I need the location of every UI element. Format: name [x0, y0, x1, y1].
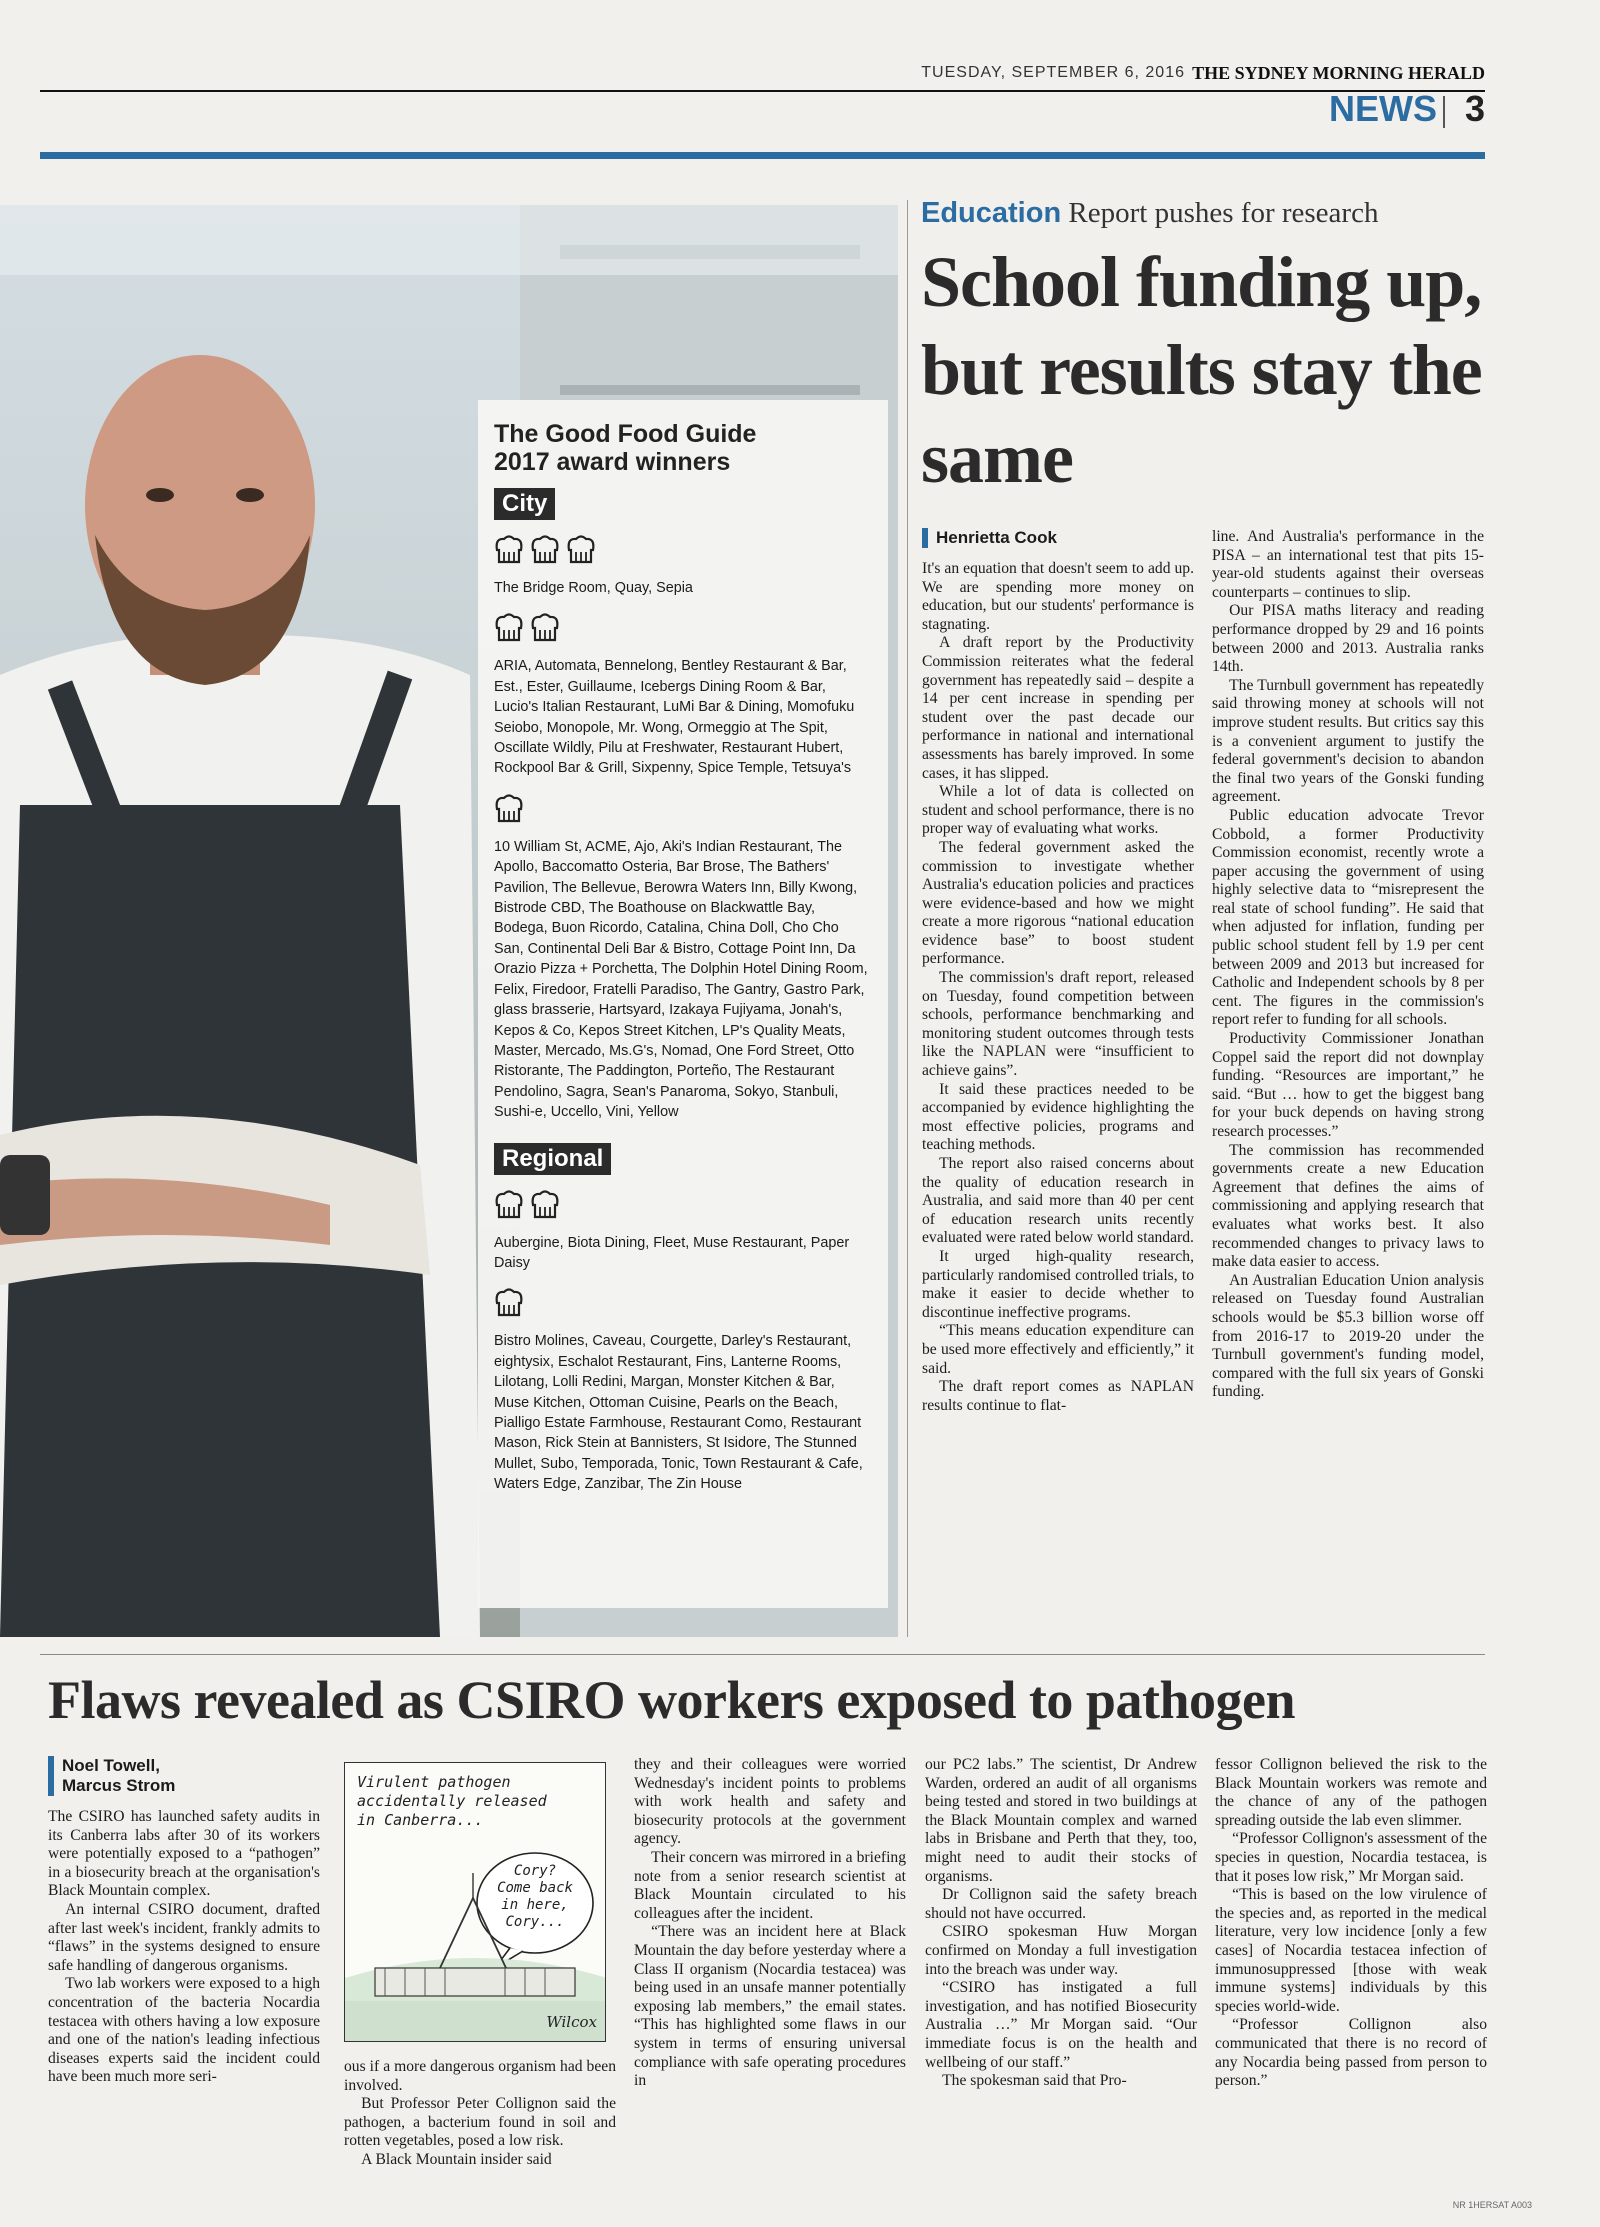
story1-paragraph: The federal government asked the commission to investigate whether Australia's education policies and practices were evidence-based and how we might create a more rigorous “national education evidence base” to boost student performance. — [922, 838, 1194, 968]
chef-hat-icon — [494, 534, 524, 566]
chef-hat-icon — [530, 534, 560, 566]
story1-paragraph: “This means education expenditure can be used more effectively and efficiently,” it said. — [922, 1322, 1194, 1377]
story2-column-4 — [925, 1756, 1197, 2091]
story1-paragraph: It's an equation that doesn't seem to add up. We are spending more money on education, but our students' performance is stagnating. — [922, 560, 1194, 633]
section-label-city: City — [494, 488, 555, 520]
story2-paragraph: Their concern was mirrored in a briefing note from a senior research scientist at Black Mountain circulated to his colleagues after the incident. — [634, 1848, 906, 1922]
story1-headline: School funding up, but results stay the same — [921, 242, 1482, 498]
cartoon-caption-line: Virulent pathogen — [357, 1773, 511, 1791]
story1-paragraph: It said these practices needed to be accompanied by evidence highlighting the most effective policies, programs and teaching methods. — [922, 1080, 1194, 1154]
cartoon-signature: Wilcox — [546, 2013, 597, 2031]
kicker-rest: Report pushes for research — [1068, 197, 1379, 229]
masthead-paper-name: THE SYDNEY MORNING HERALD — [1192, 63, 1485, 83]
story1-paragraph: Productivity Commissioner Jonathan Coppel said the report did not downplay funding. “Resources are important,” he said. “But … how to get the biggest bang for your buck depends on having strong research processes.” — [1212, 1030, 1484, 1140]
bubble-line: Cory... — [505, 1914, 565, 1930]
chef-hat-icon — [530, 1189, 560, 1221]
story2-paragraph: Two lab workers were exposed to a high concentration of the bacteria Nocardia testacea with others having a low exposure and one of the nation's leading infectious diseases experts said the incident could have been much more seri- — [48, 1975, 320, 2086]
story2-paragraph: “Professor Collignon also communicated that there is no record of any Nocardia being passed from person to person.” — [1215, 2016, 1487, 2090]
regional-one-hat-list: Bistro Molines, Caveau, Courgette, Darley's Restaurant, eightysix, Eschalot Restaurant, Fins, Lanterne Rooms, Lilotang, Lolli Redini, Margan, Monster Kitchen & Bar, Muse Kitchen, Ottoman Cuisine, Pearls on the Beach, Pialligo Estate Farmhouse, Restaurant Como, Restaurant Mason, Rick Stein at Bannisters, St Isidore, The Stunned Mullet, Subo, Temporada, Tonic, Town Restaurant & Cafe, Waters Edge, Zanzibar, The Zin House — [494, 1333, 863, 1493]
story1-paragraph: The commission's draft report, released on Tuesday, found competition between schools, performance benchmarking and monitoring student outcomes through tests like the NAPLAN were “insufficient to achieve gains”. — [922, 969, 1194, 1080]
story1-byline: Henrietta Cook — [922, 528, 1194, 548]
story2-column-3 — [634, 1756, 906, 2091]
two-hat-rating — [494, 612, 872, 648]
kicker-topic: Education — [921, 197, 1062, 229]
chef-hat-icon — [530, 612, 560, 644]
story1-paragraph: It urged high-quality research, particularly randomised controlled trials, to make it easier to decide whether to discontinue ineffective programs. — [922, 1247, 1194, 1321]
masthead-accent-bar — [40, 152, 1485, 159]
city-two-hat-list: ARIA, Automata, Bennelong, Bentley Restaurant & Bar, Est., Ester, Guillaume, Icebergs Dining Room & Bar, Lucio's Italian Restaurant, LuMi Bar & Dining, Momofuku Seiobo, Monopole, Mr. Wong, Ormeggio at The Spit, Oscillate Wildly, Pilu at Freshwater, Restaurant Hubert, Rockpool Bar & Grill, Sixpenny, Spice Temple, Tetsuya's — [494, 658, 855, 777]
story1-column-1 — [922, 528, 1194, 1415]
cartoon-panel — [344, 1762, 606, 2042]
story2-byline-author1: Noel Towell, — [62, 1756, 160, 1775]
story1-paragraph: The report also raised concerns about the quality of education research in Australia, and said more than 40 per cent of education research units recently evaluated were rated below world standard. — [922, 1155, 1194, 1247]
story2-paragraph: An internal CSIRO document, drafted after last week's incident, frankly admits to “flaws” in the systems designed to ensure safe handling of dangerous organisms. — [48, 1900, 320, 1974]
chef-hat-icon — [494, 612, 524, 644]
bubble-line: Cory? — [513, 1863, 557, 1879]
story2-paragraph: ous if a more dangerous organism had been involved. — [344, 2058, 616, 2094]
regional-two-hat-list: Aubergine, Biota Dining, Fleet, Muse Restaurant, Paper Daisy — [494, 1234, 850, 1271]
story1-paragraph: Our PISA maths literacy and reading performance dropped by 29 and 16 points between 2000 and 2013. Australia ranks 14th. — [1212, 602, 1484, 676]
story2-column-5 — [1215, 1756, 1487, 2091]
story2-top-rule — [40, 1654, 1485, 1655]
section-label: NEWS — [1329, 88, 1437, 129]
story1-paragraph: An Australian Education Union analysis released on Tuesday found Australian schools would be $5.3 billion worse off from 2016-17 to 2019-20 under the Turnbull government's funding model, compared with the full six years of Gonski funding. — [1212, 1271, 1484, 1401]
story2-column-2 — [344, 2058, 616, 2170]
chef-hat-icon — [566, 534, 596, 566]
city-one-hat-list: 10 William St, ACME, Ajo, Aki's Indian Restaurant, The Apollo, Baccomatto Osteria, Bar Brose, The Bathers' Pavilion, The Bellevue, Berowra Waters Inn, Billy Kwong, Bistrode CBD, The Boathouse on Blackwattle Bay, Bodega, Buon Ricordo, Catalina, China Doll, Cho Cho San, Continental Deli Bar & Bistro, Cottage Point Inn, Da Orazio Pizza + Porchetta, The Dolphin Hotel Dining Room, Felix, Firedoor, Fratelli Paradiso, The Gantry, Gastro Park, glass brasserie, Hartsyard, Izakaya Fujiyama, Jonah's, Kepos & Co, Kepos Street Kitchen, LP's Quality Meats, Master, Mercado, Ms.G's, Nomad, One Ford Street, Otto Ristorante, The Paddington, Porteño, The Restaurant Pendolino, Sagra, Sean's Panaroma, Sokyo, Stanbuli, Sushi-e, Uccello, Vini, Yellow — [494, 838, 868, 1121]
story2-byline — [48, 1756, 320, 1796]
one-hat-rating — [494, 793, 872, 829]
story2-paragraph: “CSIRO has instigated a full investigation, and has notified Biosecurity Australia …” Mr Morgan said. “Our immediate focus is on the health and wellbeing of our staff.” — [925, 1979, 1197, 2071]
bubble-line: in here, — [501, 1897, 569, 1913]
chef-hat-icon — [494, 1189, 524, 1221]
story1-column-2 — [1212, 528, 1484, 1402]
masthead — [40, 60, 1485, 130]
story2-paragraph: The CSIRO has launched safety audits in its Canberra labs after 30 of its workers were potentially exposed to a “pathogen” in a biosecurity breach at the organisation's Black Mountain complex. — [48, 1808, 320, 1900]
masthead-date: TUESDAY, SEPTEMBER 6, 2016 — [921, 64, 1185, 81]
column-rule-vertical — [907, 200, 908, 1637]
story2-paragraph: But Professor Peter Collignon said the pathogen, a bacterium found in soil and rotten vegetables, posed a low risk. — [344, 2095, 616, 2150]
story2-headline: Flaws revealed as CSIRO workers exposed to pathogen — [48, 1670, 1295, 1730]
story2-paragraph: Dr Collignon said the safety breach should not have occurred. — [925, 1886, 1197, 1922]
city-three-hat-list: The Bridge Room, Quay, Sepia — [494, 580, 693, 596]
award-winners-box — [478, 400, 888, 1608]
story2-paragraph: CSIRO spokesman Huw Morgan confirmed on Monday a full investigation into the breach was under way. — [925, 1923, 1197, 1978]
story1-kicker — [921, 196, 1481, 230]
chef-hat-icon — [494, 1287, 524, 1319]
regional-one-hat-rating — [494, 1287, 872, 1323]
cartoon-caption-line: in Canberra... — [357, 1811, 484, 1829]
story2-paragraph: The spokesman said that Pro- — [942, 2072, 1127, 2090]
section-divider — [1443, 96, 1445, 128]
story1-paragraph: A draft report by the Productivity Commission reiterates what the federal government has repeatedly said – despite a 14 per cent increase in spending per student over the past decade our performance in national and international assessments has barely improved. In some cases, it has slipped. — [922, 634, 1194, 782]
story1-paragraph: The draft report comes as NAPLAN results continue to flat- — [922, 1378, 1194, 1414]
story2-paragraph: our PC2 labs.” The scientist, Dr Andrew Warden, ordered an audit of all organisms being tested and stored in two buildings at the Black Mountain complex and warned labs in Brisbane and Perth that they, too, might need to audit their stocks of organisms. — [925, 1756, 1197, 1885]
story1-paragraph: While a lot of data is collected on student and school performance, there is no proper way of evaluating what works. — [922, 783, 1194, 838]
page-number: 3 — [1464, 88, 1485, 129]
story2-column-1 — [48, 1756, 320, 2087]
regional-two-hat-rating — [494, 1189, 872, 1225]
story2-paragraph: “There was an incident here at Black Mountain the day before yesterday where a Class II organism (Nocardia testacea) was being used in an unsafe manner potentially exposing lab members,” the email states. “This has highlighted some flaws in our system in terms of ensuring universal compliance with safe operating procedures in — [634, 1923, 906, 2090]
story1-paragraph: The Turnbull government has repeatedly said throwing money at schools will not improve student results. But critics say this is a convenient argument to justify the federal government's decision to abandon the final two years of the Gonski funding agreement. — [1212, 676, 1484, 806]
story2-paragraph: fessor Collignon believed the risk to the Black Mountain workers was remote and the chance of any of the pathogen spreading outside the lab even slimmer. — [1215, 1756, 1487, 1829]
story1-paragraph: The commission has recommended governments create a new Education Agreement that defines the aims of commissioning and applying research that evaluates what works best. It also recommended changes to privacy laws to make data easier to access. — [1212, 1141, 1484, 1271]
story1-paragraph: Public education advocate Trevor Cobbold, a former Productivity Commission economist, recently wrote a paper accusing the government of using highly selective data to “misrepresent the real state of school funding”. He said that when adjusted for inflation, funding per public school student fell by 1.9 per cent between 2009 and 2013 but increased for Catholic and Independent schools by 8 per cent. The figures in the commission's report refer to funding for all schools. — [1212, 806, 1484, 1029]
story1-paragraph: line. And Australia's performance in the PISA – an international test that pits 15-year-old students against their overseas counterparts – continues to slip. — [1212, 528, 1484, 601]
section-label-regional: Regional — [494, 1143, 611, 1175]
story2-byline-author2: Marcus Strom — [62, 1776, 176, 1795]
three-hat-rating — [494, 534, 872, 570]
box-title-line1: The Good Food Guide — [494, 420, 757, 448]
bubble-line: Come back — [497, 1880, 573, 1896]
cartoon-speech-bubble — [487, 1863, 583, 1931]
masthead-rule — [40, 90, 1485, 92]
story2-paragraph: “Professor Collignon's assessment of the species in question, Nocardia testacea, is that it poses low risk,” Mr Morgan said. — [1215, 1830, 1487, 1885]
story2-paragraph: “This is based on the low virulence of the species and, as reported in the medical literature, very low incidence [only a few cases] of Nocardia testacea infection of immunosuppressed [those with weak immune systems] individuals by this species world-wide. — [1215, 1886, 1487, 2015]
story2-paragraph: A Black Mountain insider said — [361, 2150, 552, 2168]
chef-hat-icon — [494, 793, 524, 825]
box-title-line2: 2017 award winners — [494, 448, 731, 476]
story2-paragraph: they and their colleagues were worried Wednesday's incident points to problems with work health and safety and biosecurity protocols at the government agency. — [634, 1756, 906, 1848]
cartoon-caption-line: accidentally released — [357, 1792, 547, 1810]
page-footer-code: NR 1HERSAT A003 — [1452, 2200, 1532, 2210]
